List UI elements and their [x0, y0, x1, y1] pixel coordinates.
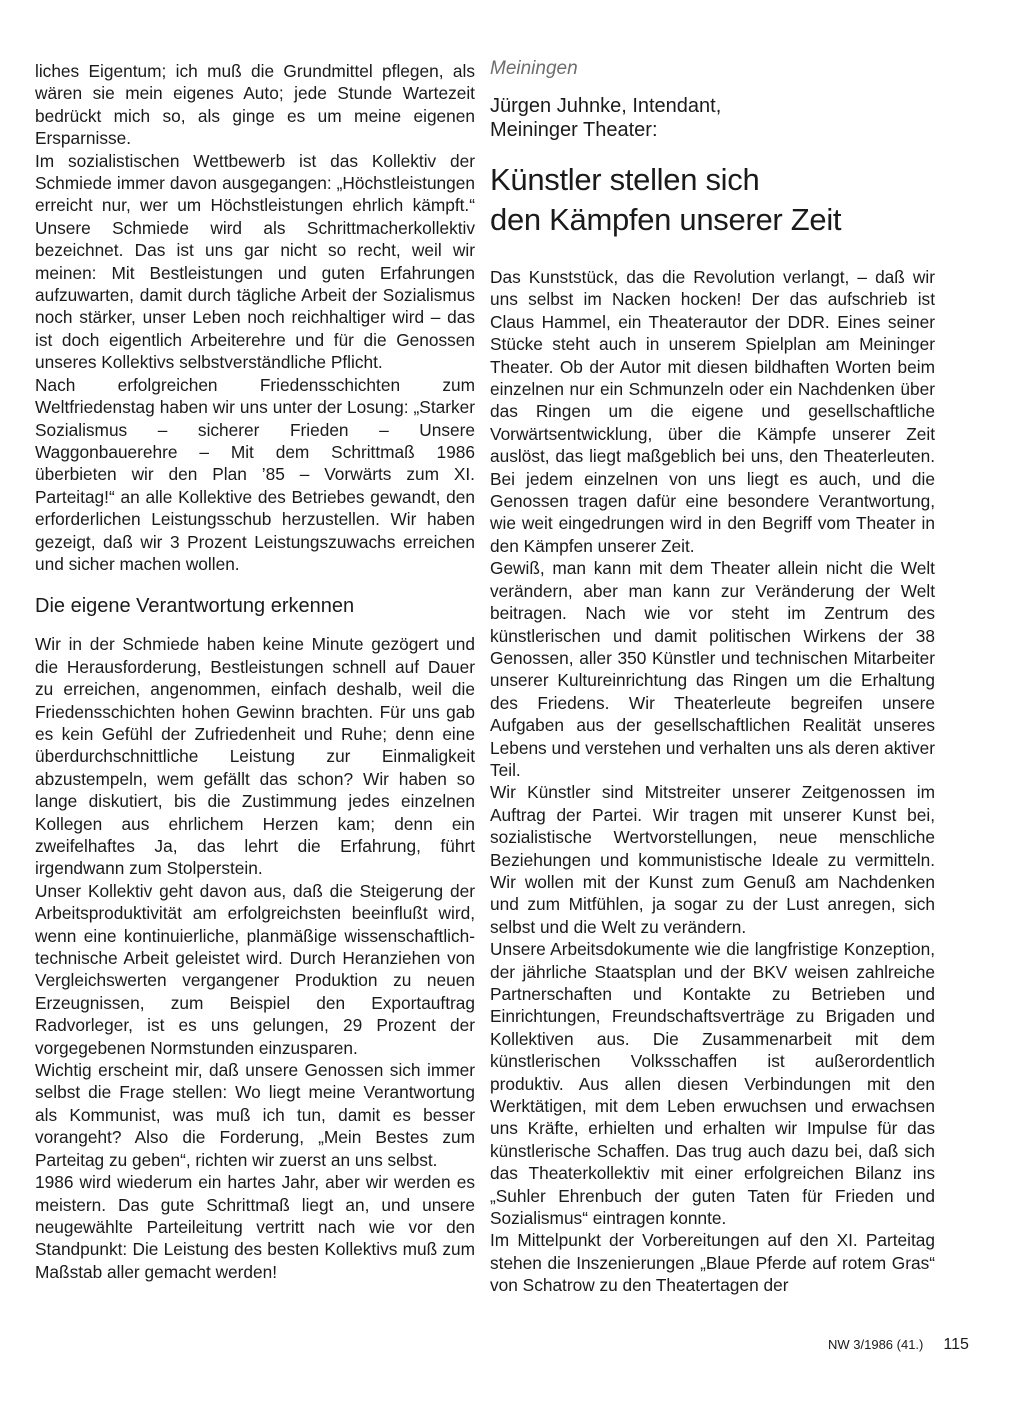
paragraph-left-4: Wir in der Schmiede haben keine Minute gezögert und die Herausforderung, Bestleistungen schnell auf Dauer zu erreichen, angenommen, einfach deshalb, weil die Friedensschichten hohen Gewinn brachten. Für uns gab es kein Gefühl der Zufriedenheit und Ruhe; denn eine überdurchschnittliche Leistung zur Einmaligkeit abzustempeln, wem gefällt das schon? Wir haben so lange diskutiert, bis die Zustimmung jedes einzelnen Kollegen aus ehrlichem Herzen kam; denn ein zweifelhaftes Ja, das lehrt die Erfahrung, führt irgendwann zum Stolperstein. — [35, 634, 475, 879]
article-headline — [490, 160, 935, 240]
right-column — [490, 60, 935, 1297]
byline-organization: Meininger Theater: — [490, 119, 658, 141]
byline-name: Jürgen Juhnke, Intendant, — [490, 95, 722, 117]
paragraph-left-5: Unser Kollektiv geht davon aus, daß die Steigerung der Arbeitsproduktivität am erfolgreichsten beeinflußt wird, wenn eine kontinuierliche, planmäßige wissenschaftlich-technische Arbeit geleistet wird. Durch Heranziehen von Vergleichswerten vergangener Produktion zu neuen Erzeugnissen, zum Beispiel den Exportauftrag Radvorleger, ist es uns gelungen, 29 Prozent der vorgegebenen Normstunden einzusparen. — [35, 880, 475, 1058]
paragraph-right-3: Wir Künstler sind Mitstreiter unserer Zeitgenossen im Auftrag der Partei. Wir tragen mit unserer Kunst bei, sozialistische Wertvorstellungen, neue menschliche Beziehungen und kommunistische Ideale zu vermitteln. Wir wollen mit der Kunst zum Genuß am Nachdenken und zum Mitfühlen, ja sogar zu der Lust anregen, sich selbst und die Welt zu verändern. — [490, 782, 935, 937]
paragraph-left-7: 1986 wird wiederum ein hartes Jahr, aber wir werden es meistern. Das gute Schrittmaß liegt an, und unsere neugewählte Parteileitung vertritt nach wie vor den Standpunkt: Die Leistung des besten Kollektivs muß zum Maßstab aller gemacht werden! — [35, 1172, 475, 1282]
left-column — [35, 60, 475, 1283]
paragraph-right-4: Unsere Arbeitsdokumente wie die langfristige Konzeption, der jährliche Staatsplan und der BKV weisen zahlreiche Partnerschaften und Kontakte zu Betrieben und Einrichtungen, Freundschaftsverträge zu Brigaden und Kollektiven aus. Die Zusammenarbeit mit dem künstlerischen Volksschaffen ist außerordentlich produktiv. Aus allen diesen Verbindungen mit den Werktätigen, mit dem Leben erwuchsen und erwachsen uns Kräfte, erhielten und erhalten wir Impulse für das künstlerische Schaffen. Das trug auch dazu bei, daß sich das Theaterkollektiv mit einer erfolgreichen Bilanz ins „Suhler Ehrenbuch der guten Taten für Frieden und Sozialismus“ eintragen konnte. — [490, 939, 935, 1229]
section-heading: Die eigene Verantwortung erkennen — [35, 595, 355, 618]
page-footer — [828, 1336, 969, 1354]
headline-line-1: Künstler stellen sich — [490, 162, 760, 197]
byline — [490, 94, 935, 142]
location-label: Meiningen — [490, 58, 578, 79]
paragraph-left-6: Wichtig erscheint mir, daß unsere Genossen sich immer selbst die Frage stellen: Wo liegt meine Verantwortung als Kommunist, was muß ich tun, damit es besser vorangeht? Also die Forderung, „Mein Bestes zum Parteitag zu geben“, richten wir zuerst an uns selbst. — [35, 1060, 475, 1170]
paragraph-right-5: Im Mittelpunkt der Vorbereitungen auf den XI. Parteitag stehen die Inszenierungen „Blaue Pferde auf rotem Gras“ von Schatrow zu den Theatertagen der — [490, 1230, 935, 1296]
paragraph-left-3: Nach erfolgreichen Friedensschichten zum Weltfriedenstag haben wir uns unter der Losung: „Starker Sozialismus – sicherer Frieden – Unsere Waggonbauerehre – Mit dem Schrittmaß 1986 überbieten wir den Plan ’85 – Vorwärts zum XI. Parteitag!“ an alle Kollektive des Betriebes gewandt, den erforderlichen Leistungsschub herzustellen. Wir haben gezeigt, daß wir 3 Prozent Leistungszuwachs erreichen und sicher machen wollen. — [35, 374, 475, 574]
issue-label: NW 3/1986 (41.) — [828, 1337, 924, 1352]
headline-line-2: den Kämpfen unserer Zeit — [490, 202, 842, 237]
paragraph-right-1: Das Kunststück, das die Revolution verlangt, – daß wir uns selbst im Nacken hocken! Der das aufschrieb ist Claus Hammel, ein Theaterautor der DDR. Eines seiner Stücke steht auch in unserem Spielplan am Meininger Theater. Ob der Autor mit diesen bildhaften Worten beim einzelnen nur ein Schmunzeln oder ein Nachdenken über das Ringen um die eigene und gesellschaftliche Vorwärtsentwicklung, über die Kämpfe unserer Zeit auslöst, das liegt maßgeblich bei uns, den Theaterleuten. Bei jedem einzelnen von uns liegt es auch, und die Genossen tragen dafür eine besondere Verantwortung, wie weit eingedrungen wird in den Begriff vom Theater in den Kämpfen unserer Zeit. — [490, 267, 935, 556]
page-number: 115 — [943, 1336, 969, 1353]
paragraph-left-2: Im sozialistischen Wettbewerb ist das Kollektiv der Schmiede immer davon ausgegangen: „Höchstleistungen erreicht nur, wer um Höchstleistungen ehrlich kämpft.“ Unsere Schmiede wird als Schrittmacherkollektiv bezeichnet. Das ist uns gar nicht so recht, weil wir meinen: Mit Bestleistungen und guten Erfahrungen aufzuwarten, damit durch tägliche Arbeit der Sozialismus noch stärker, unser Leben noch reichhaltiger wird – das ist doch eigentlich Arbeiterehre und für die Genossen unseres Kollektivs selbstverständliche Pflicht. — [35, 150, 475, 373]
paragraph-left-1: liches Eigentum; ich muß die Grundmittel pflegen, als wären sie mein eigenes Auto; jede Stunde Wartezeit bedrückt mich so, als ginge es um meine eigenen Ersparnisse. — [35, 61, 475, 149]
paragraph-right-2: Gewiß, man kann mit dem Theater allein nicht die Welt verändern, aber man kann zur Veränderung der Welt beitragen. Nach wie vor steht im Zentrum des künstlerischen und damit politischen Wirkens der 38 Genossen, aller 350 Künstler und technischen Mitarbeiter unserer Kultureinrichtung das Ringen um die Erhaltung des Friedens. Wir Theaterleute begreifen unsere Aufgaben aus der gesellschaftlichen Realität unseres Lebens und verstehen und verhalten uns als deren aktiver Teil. — [490, 558, 935, 780]
